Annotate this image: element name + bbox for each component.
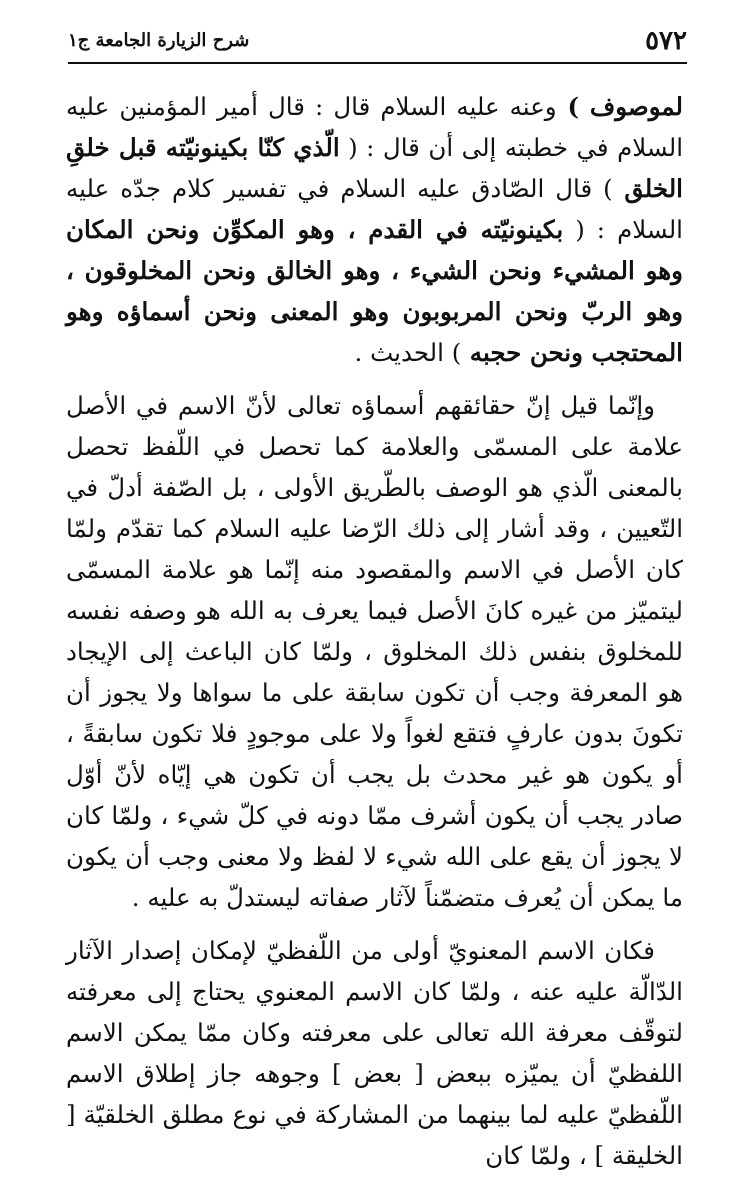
text-run: وعنه عليه السلام قال : قال أمير المؤمنين عليه السلام في خطبته إلى أن قال : ( bbox=[66, 92, 684, 162]
text-run: ) قال الصّادق عليه السلام في تفسير كلام جدّه عليه السلام : ( bbox=[66, 174, 683, 244]
page-header bbox=[68, 20, 687, 64]
paragraph-3 bbox=[66, 930, 683, 1176]
page-number: ٥٧٢ bbox=[645, 26, 687, 56]
paragraph-1 bbox=[66, 86, 683, 373]
text-run: وإنّما قيل إنّ حقائقهم أسماؤه تعالى لأنّ الاسم في الأصل علامة على المسمّى والعلامة كما تحصل في اللّفظ تحصل بالمعنى الّذي هو الوصف بالطّريق الأولى ، بل الصّفة أدلّ في التّعيين ، وقد أشار إلى ذلك الرّضا عليه السلام كما تقدّم ولمّا كان الأصل في الاسم والمقصود منه إنّما هو علامة المسمّى ليتميّز من غيره كانَ الأصل فيما يعرف به الله هو وصفه نفسه للمخلوق بنفس ذلك المخلوق ، ولمّا كان الباعث إلى الإيجاد هو المعرفة وجب أن تكون سابقة على ما سواها ولا يجوز أن تكونَ بدون عارفٍ فتقع لغواً ولا على موجودٍ فلا تكون سابقةً ، أو يكون هو غير محدث بل يجب أن تكون هي إيّاه لأنّ أوّل صادر يجب أن يكون أشرف ممّا دونه في كلّ شيء ، ولمّا كان لا يجوز أن يقع على الله شيء لا لفظ ولا معنى وجب أن يكون ما يمكن أن يُعرف متضمّناً لآثار صفاته ليستدلّ به عليه . bbox=[66, 391, 683, 912]
page-body bbox=[66, 86, 683, 1188]
text-run: لموصوف ) bbox=[556, 92, 683, 121]
text-run: ) الحديث . bbox=[354, 338, 462, 367]
text-run: بكينونيّته في القدم ، وهو المكوِّن ونحن المكان وهو المشيء ونحن الشيء ، وهو الخالق ونحن المخلوقون ، وهو الربّ ونحن المربوبون وهو المعنى ونحن أسماؤه وهو المحتجب ونحن حجبه bbox=[66, 215, 683, 367]
text-run: فكان الاسم المعنويّ أولى من اللّفظيّ لإمكان إصدار الآثار الدّالّة عليه عنه ، ولمّا كان الاسم المعنوي يحتاج إلى معرفته لتوقّف معرفة الله تعالى على معرفته وكان ممّا يمكن الاسم اللفظيّ أن يميّزه ببعض [ بعض ] وجوهه جاز إطلاق الاسم اللّفظيّ عليه لما بينهما من المشاركة في نوع مطلق الخلقيّة [ الخليقة ] ، ولمّا كان bbox=[66, 936, 683, 1170]
running-title: شرح الزيارة الجامعة ج١ bbox=[68, 30, 250, 51]
text-run: الّذي كنّا بكينونيّته قبل خلقِ الخلق bbox=[66, 133, 683, 203]
paragraph-2 bbox=[66, 385, 683, 918]
